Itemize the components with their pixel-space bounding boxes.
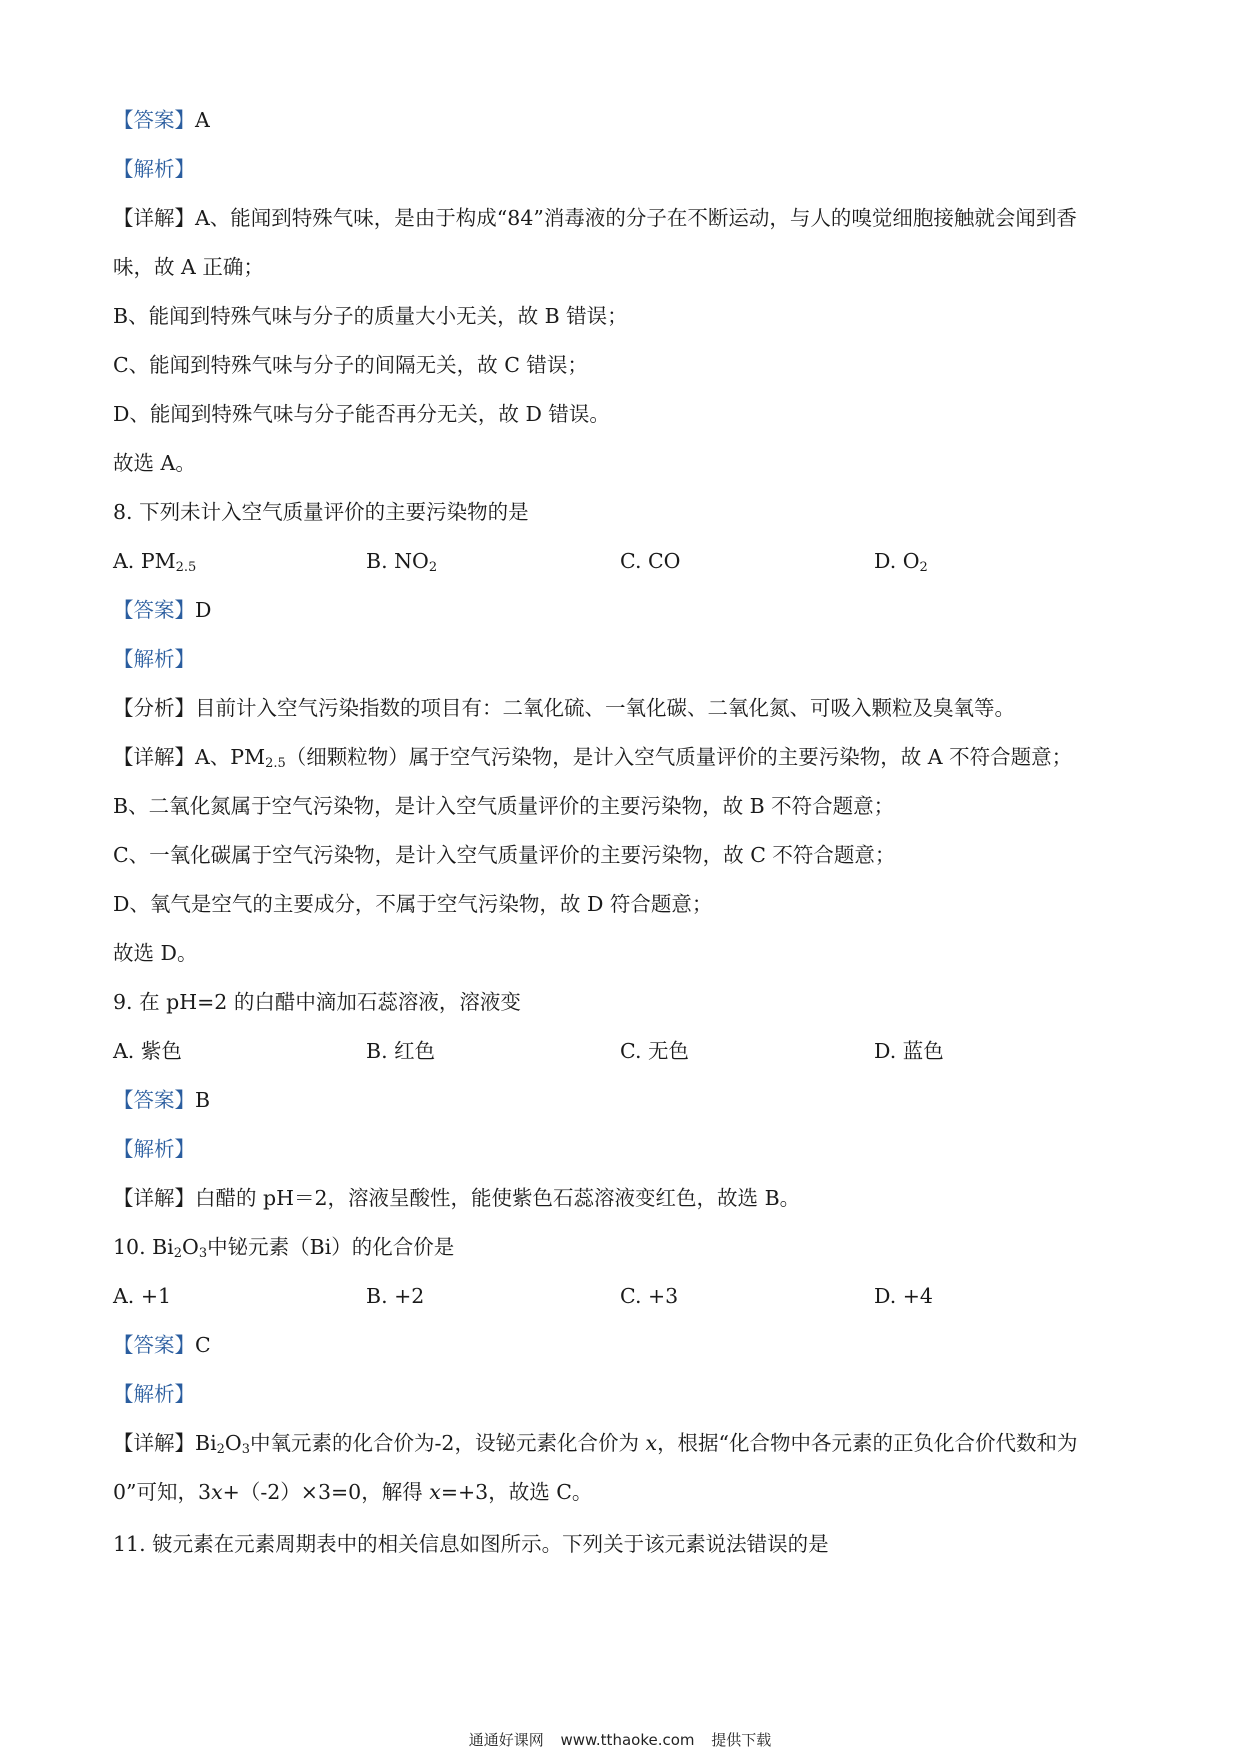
q9-option-d: D. 蓝色 <box>874 1039 944 1063</box>
detail-tag: 【详解】 <box>113 1186 195 1210</box>
q8-option-c: C. CO <box>620 549 681 573</box>
q7-detail-d: D、能闻到特殊气味与分子能否再分无关，故 D 错误。 <box>113 402 610 426</box>
detail-text: 白醋的 pH＝2，溶液呈酸性，能使紫色石蕊溶液变红色，故选 B。 <box>195 1186 801 1210</box>
q9-option-a: A. 紫色 <box>113 1039 182 1063</box>
q10-stem: 10. $Bi_2O_3$中铋元素（Bi）的化合价是 <box>113 1235 455 1261</box>
q7-answer <box>113 105 210 135</box>
answer-tag: 【答案】 <box>113 108 195 132</box>
q8-option-d: D. $O_2$ <box>874 549 928 575</box>
fenxi-tag: 【分析】 <box>113 696 195 720</box>
q8-detail-c: C、一氧化碳属于空气污染物，是计入空气质量评价的主要污染物，故 C 不符合题意； <box>113 843 896 867</box>
q11-stem: 11. 铍元素在元素周期表中的相关信息如图所示。下列关于该元素说法错误的是 <box>113 1532 829 1556</box>
q8-fenxi <box>113 693 1015 723</box>
q8-conclusion: 故选 D。 <box>113 941 198 965</box>
footer-url[interactable]: www.tthaoke.com <box>560 1731 695 1749</box>
detail-tag: 【详解】 <box>113 206 195 230</box>
detail-tag: 【详解】 <box>113 745 195 769</box>
page-footer <box>0 1730 1240 1750</box>
q10-detail-line1: 【详解】$Bi_2O_3$中氧元素的化合价为-2，设铋元素化合价为 x，根据“化合物中各元素的正负化合价代数和为 <box>113 1431 1078 1457</box>
answer-value: D <box>195 598 212 622</box>
q10-answer <box>113 1330 211 1360</box>
q10-detail-line2: 0”可知，3x+（-2）×3=0，解得 x=+3，故选 C。 <box>113 1480 593 1504</box>
q10-option-d: D. +4 <box>874 1284 933 1308</box>
footer-note: 提供下载 <box>711 1731 772 1749</box>
q9-answer <box>113 1085 210 1115</box>
q7-detail-line1 <box>113 203 1077 233</box>
answer-tag: 【答案】 <box>113 1333 195 1357</box>
q7-detail-line2: 味，故 A 正确； <box>113 255 264 279</box>
answer-value: A <box>195 108 210 132</box>
q7-analysis-tag: 【解析】 <box>113 157 195 181</box>
answer-tag: 【答案】 <box>113 598 195 622</box>
q10-option-a: A. +1 <box>113 1284 172 1308</box>
q10-option-b: B. +2 <box>366 1284 425 1308</box>
q8-answer <box>113 595 211 625</box>
q10-option-c: C. +3 <box>620 1284 679 1308</box>
q8-stem: 8. 下列未计入空气质量评价的主要污染物的是 <box>113 500 529 524</box>
footer-site: 通通好课网 <box>468 1731 544 1749</box>
q9-option-c: C. 无色 <box>620 1039 689 1063</box>
q10-analysis-tag: 【解析】 <box>113 1382 195 1406</box>
q8-option-a: A. $PM_{2.5}$ <box>113 549 197 575</box>
detail-tag: 【详解】 <box>113 1431 195 1455</box>
answer-value: B <box>195 1088 211 1112</box>
q7-conclusion: 故选 A。 <box>113 451 196 475</box>
q8-analysis-tag: 【解析】 <box>113 647 195 671</box>
q7-detail-c: C、能闻到特殊气味与分子的间隔无关，故 C 错误； <box>113 353 588 377</box>
q7-detail-b: B、能闻到特殊气味与分子的质量大小无关，故 B 错误； <box>113 304 628 328</box>
q8-option-b: B. $NO_2$ <box>366 549 438 575</box>
q8-detail-b: B、二氧化氮属于空气污染物，是计入空气质量评价的主要污染物，故 B 不符合题意； <box>113 794 895 818</box>
q8-detail-a: 【详解】A、$PM_{2.5}$（细颗粒物）属于空气污染物，是计入空气质量评价的主要污染物，故 A 不符合题意； <box>113 745 1073 771</box>
fenxi-text: 目前计入空气污染指数的项目有：二氧化硫、一氧化碳、二氧化氮、可吸入颗粒及臭氧等。 <box>195 696 1015 720</box>
q9-detail <box>113 1183 800 1213</box>
q9-analysis-tag: 【解析】 <box>113 1137 195 1161</box>
answer-value: C <box>195 1333 211 1357</box>
detail-text: A、能闻到特殊气味，是由于构成“84”消毒液的分子在不断运动，与人的嗅觉细胞接触就会闻到香 <box>195 206 1077 230</box>
q8-detail-d: D、氧气是空气的主要成分，不属于空气污染物，故 D 符合题意； <box>113 892 713 916</box>
answer-tag: 【答案】 <box>113 1088 195 1112</box>
q9-option-b: B. 红色 <box>366 1039 436 1063</box>
q9-stem: 9. 在 pH=2 的白醋中滴加石蕊溶液，溶液变 <box>113 990 521 1014</box>
